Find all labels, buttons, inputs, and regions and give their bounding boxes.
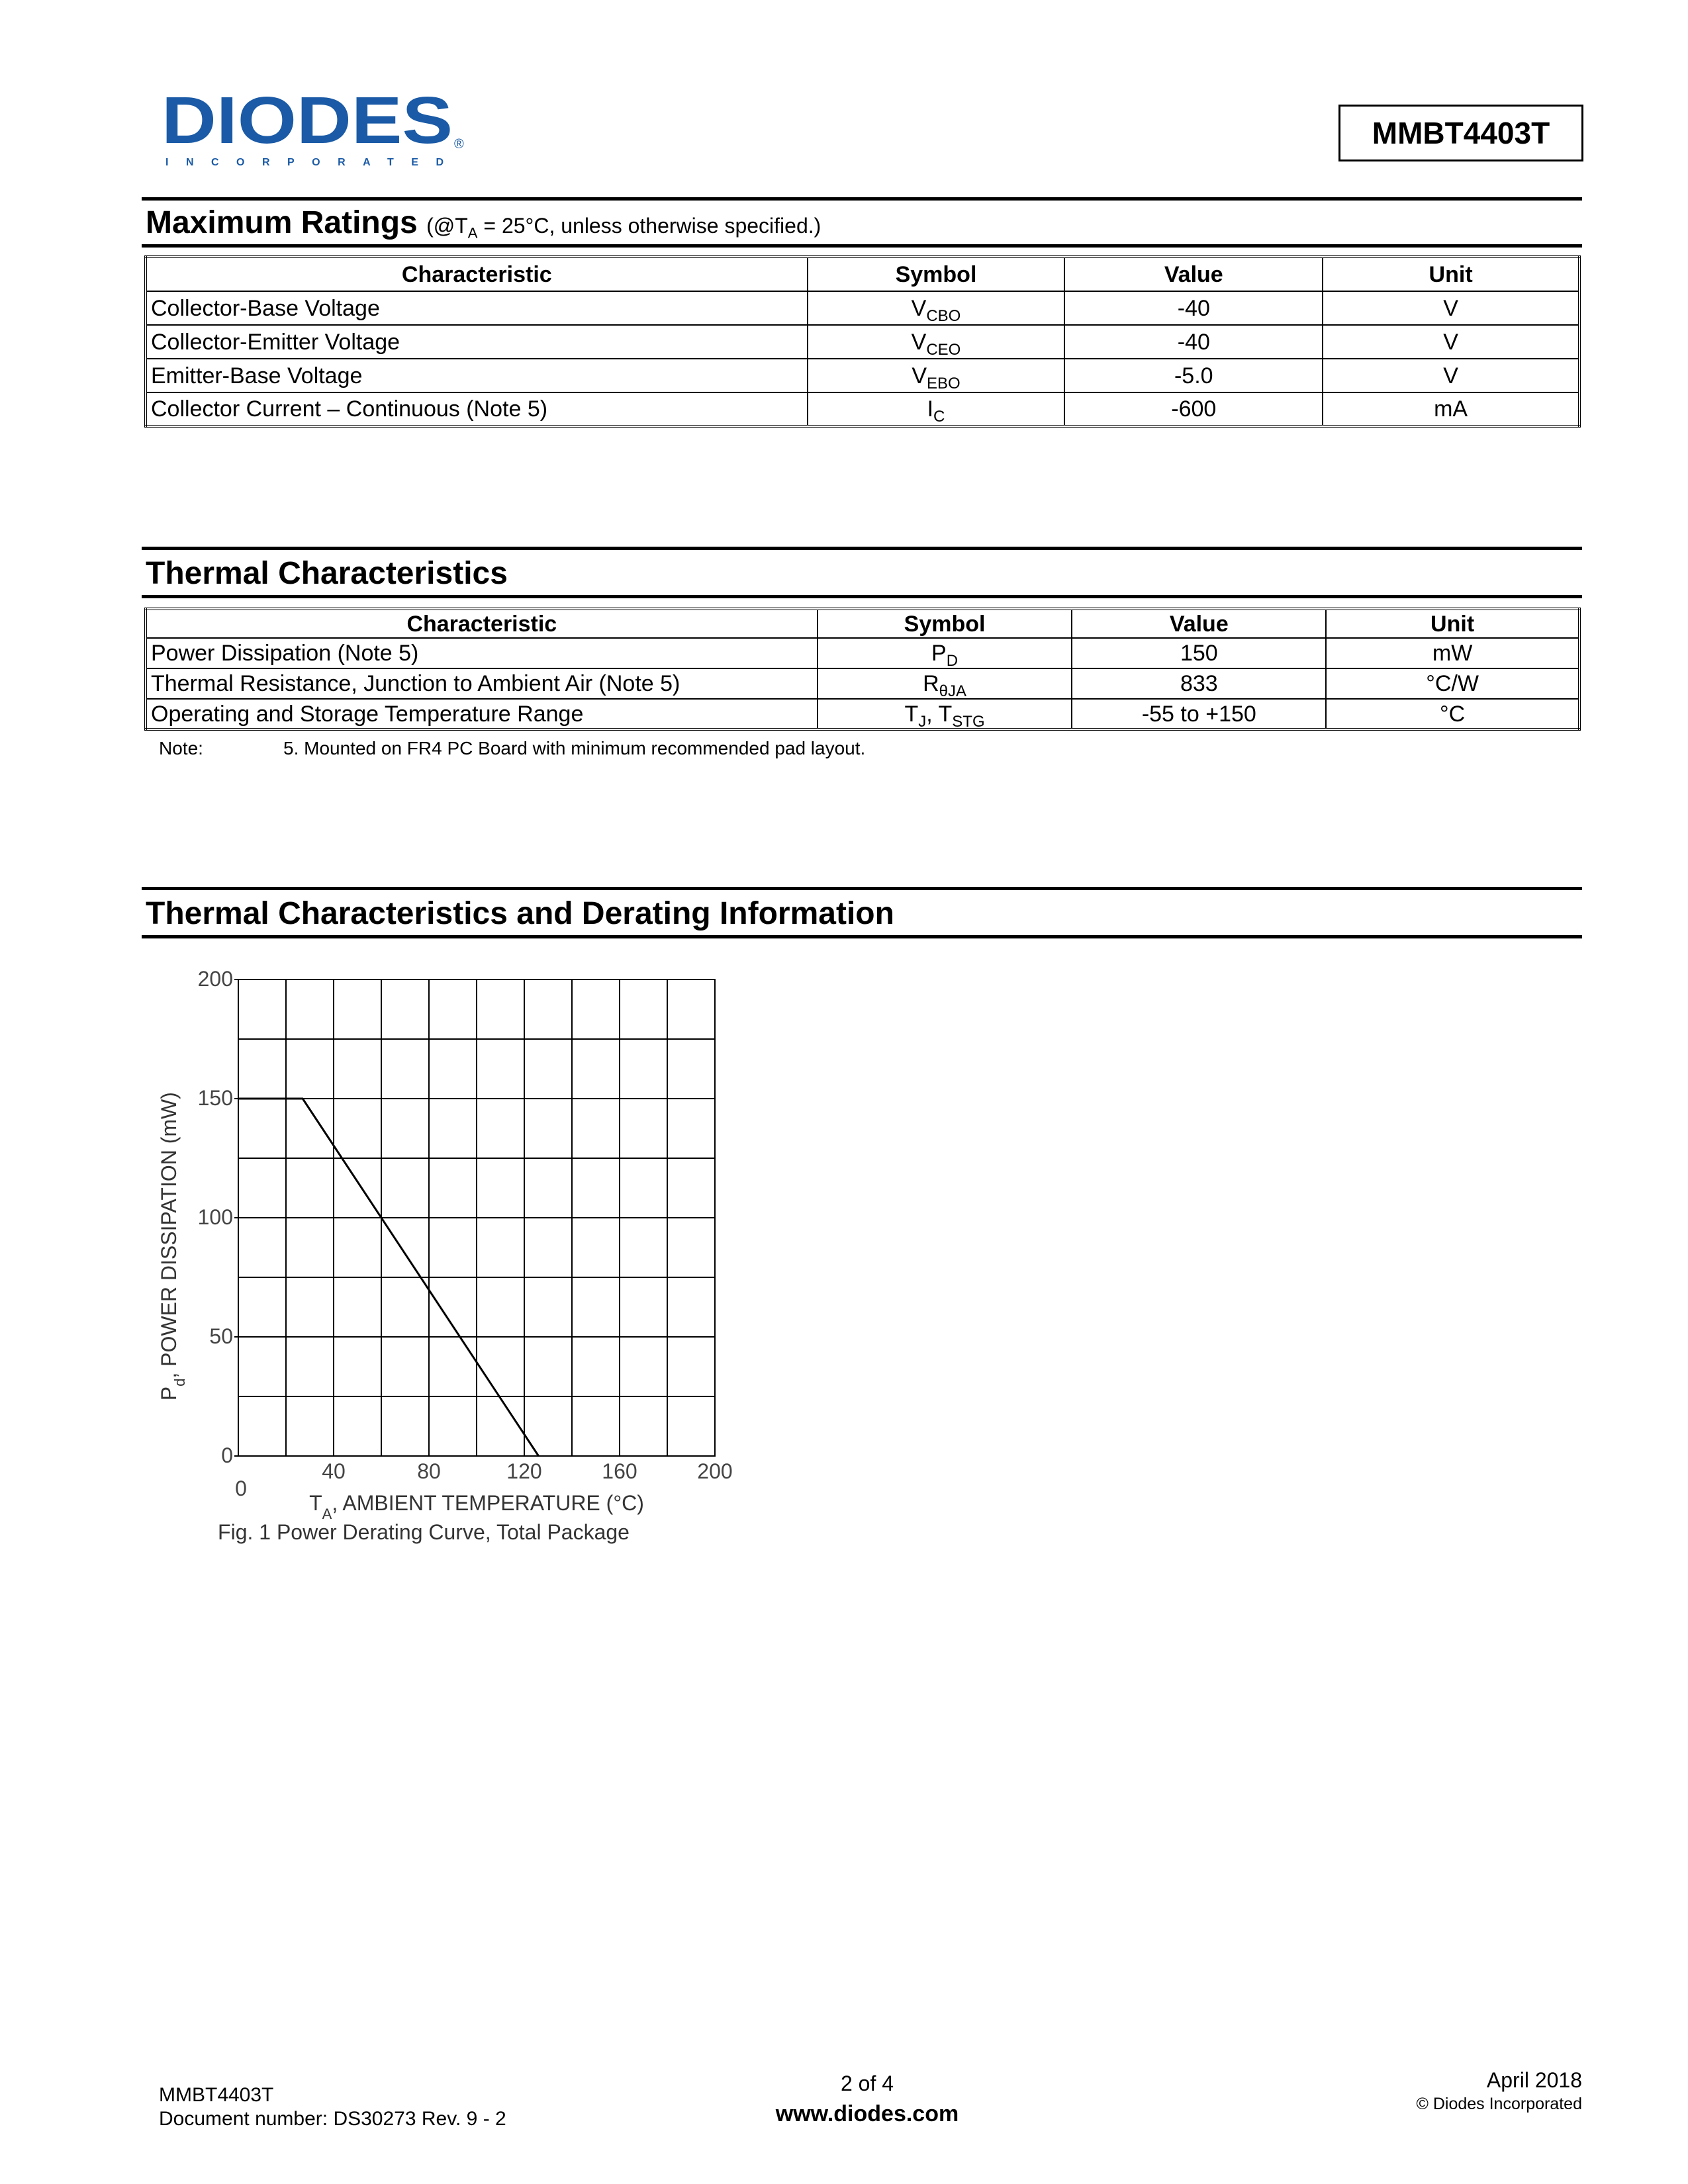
max-ratings-table [144, 255, 1581, 428]
thermal-table [144, 608, 1581, 731]
cell-value: -40 [1064, 291, 1323, 325]
table-row [146, 359, 1579, 392]
cell-value: -5.0 [1064, 359, 1323, 392]
footer-date: April 2018 [1486, 2068, 1582, 2092]
cell-unit: °C/W [1326, 668, 1579, 699]
page-number: 2 of 4 [840, 2071, 894, 2095]
footer-doc-number: Document number: DS30273 Rev. 9 - 2 [159, 2108, 506, 2130]
cell-symbol: $V_{CEO}$ [808, 325, 1065, 359]
col-value: Value [1072, 609, 1326, 638]
x-tick-label: 160 [602, 1459, 637, 1483]
x-axis-label: $T_A$, AMBIENT TEMPERATURE (°C) [309, 1491, 644, 1522]
cell-symbol: $P_D$ [818, 638, 1072, 668]
cell-characteristic: Collector-Emitter Voltage [146, 325, 808, 359]
table-row [146, 392, 1579, 426]
derating-heading [142, 887, 1582, 938]
col-characteristic: Characteristic [146, 257, 808, 291]
col-symbol: Symbol [808, 257, 1065, 291]
cell-value: 150 [1072, 638, 1326, 668]
y-tick-label: 200 [197, 967, 233, 991]
footer-center [728, 2068, 1006, 2129]
footer-part: MMBT4403T [159, 2084, 274, 2106]
cell-symbol: $V_{CBO}$ [808, 291, 1065, 325]
table-header-row [146, 257, 1579, 291]
chart-caption: Fig. 1 Power Derating Curve, Total Package [218, 1520, 630, 1544]
note-text: 5. Mounted on FR4 PC Board with minimum recommended pad layout. [283, 738, 866, 758]
power-derating-chart [152, 966, 748, 1562]
col-characteristic: Characteristic [146, 609, 818, 638]
footer-copyright: © Diodes Incorporated [1416, 2095, 1582, 2113]
part-number: MMBT4403T [1372, 116, 1550, 150]
diodes-logo [159, 85, 477, 171]
cell-unit: V [1323, 291, 1579, 325]
cell-unit: V [1323, 325, 1579, 359]
table-row [146, 638, 1579, 668]
cell-characteristic: Power Dissipation (Note 5) [146, 638, 818, 668]
table-header-row [146, 609, 1579, 638]
table-row [146, 668, 1579, 699]
cell-symbol: $R_{\theta JA}$ [818, 668, 1072, 699]
x-tick-label: 80 [417, 1459, 441, 1483]
cell-value: -40 [1064, 325, 1323, 359]
cell-symbol: $T_J$, $T_{STG}$ [818, 699, 1072, 729]
cell-characteristic: Collector Current – Continuous (Note 5) [146, 392, 808, 426]
logo-wordmark: DIODES [162, 85, 453, 158]
cell-unit: mW [1326, 638, 1579, 668]
thermal-title: Thermal Characteristics [146, 556, 508, 591]
cell-characteristic: Emitter-Base Voltage [146, 359, 808, 392]
table-row [146, 699, 1579, 729]
derating-title: Thermal Characteristics and Derating Information [146, 896, 894, 931]
cell-characteristic: Collector-Base Voltage [146, 291, 808, 325]
footer-url[interactable]: www.diodes.com [775, 2101, 959, 2126]
x-tick-label: 0 [235, 1477, 247, 1500]
cell-characteristic: Thermal Resistance, Junction to Ambient Air (Note 5) [146, 668, 818, 699]
y-axis-label: $P_d$, POWER DISSIPATION (mW) [157, 1092, 188, 1401]
footer-left [159, 2083, 506, 2131]
note-label: Note: [159, 738, 203, 758]
max-ratings-condition: ($@T_A = 25^\circ C$, unless otherwise specified.) [426, 214, 821, 242]
max-ratings-heading [142, 197, 1582, 248]
cell-symbol: $I_C$ [808, 392, 1065, 426]
cell-value: -55 to +150 [1072, 699, 1326, 729]
logo-subtext: INCORPORATED [165, 157, 444, 168]
cell-characteristic: Operating and Storage Temperature Range [146, 699, 818, 729]
col-unit: Unit [1323, 257, 1579, 291]
x-tick-label: 200 [697, 1459, 733, 1483]
thermal-heading [142, 547, 1582, 598]
part-number-box [1338, 105, 1583, 161]
col-value: Value [1064, 257, 1323, 291]
y-tick-label: 150 [197, 1086, 233, 1110]
x-tick-label: 40 [322, 1459, 346, 1483]
cell-unit: mA [1323, 392, 1579, 426]
y-tick-label: 0 [221, 1443, 233, 1467]
y-tick-label: 100 [197, 1205, 233, 1229]
cell-unit: V [1323, 359, 1579, 392]
table-row [146, 291, 1579, 325]
footer-right [1416, 2068, 1582, 2115]
x-tick-label: 120 [506, 1459, 542, 1483]
cell-symbol: $V_{EBO}$ [808, 359, 1065, 392]
logo-registered-mark: ® [454, 137, 464, 152]
cell-value: 833 [1072, 668, 1326, 699]
col-symbol: Symbol [818, 609, 1072, 638]
table-row [146, 325, 1579, 359]
cell-unit: °C [1326, 699, 1579, 729]
col-unit: Unit [1326, 609, 1579, 638]
max-ratings-title: Maximum Ratings [146, 205, 418, 240]
thermal-note [159, 738, 866, 759]
cell-value: -600 [1064, 392, 1323, 426]
y-tick-label: 50 [209, 1324, 233, 1348]
